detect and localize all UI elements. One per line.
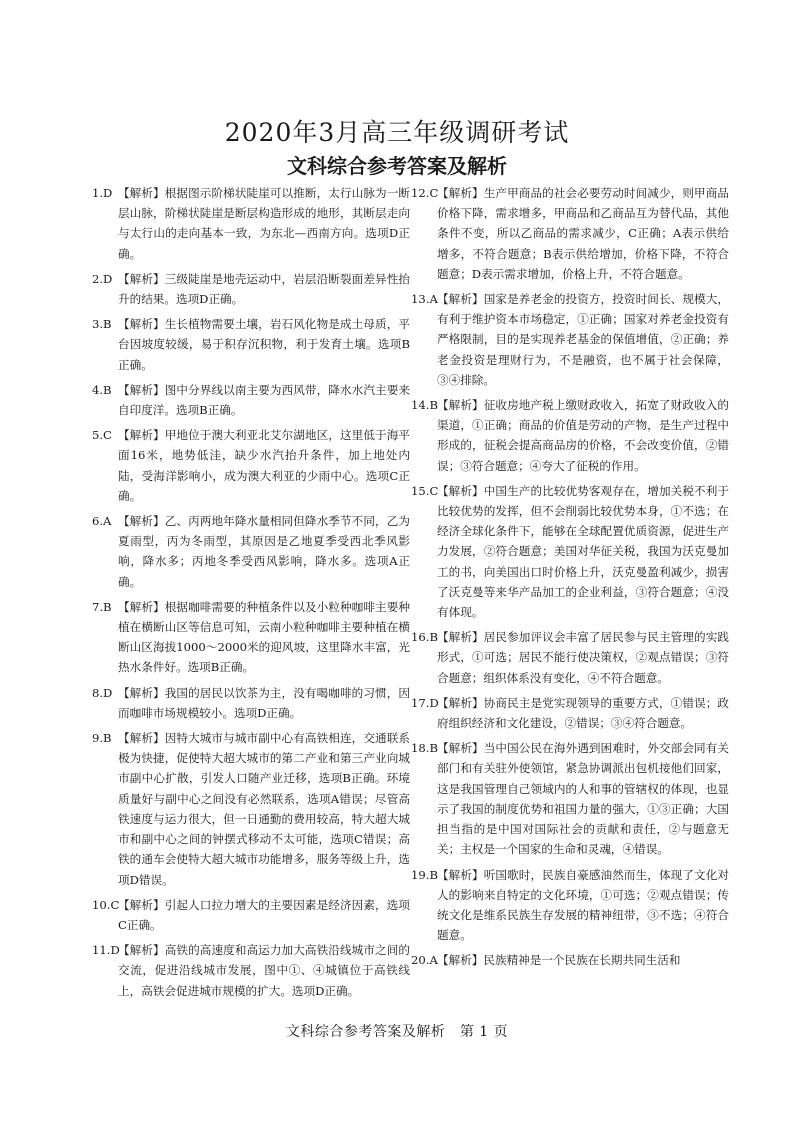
answer-item <box>411 738 729 859</box>
analysis-tag: 【解析】 <box>118 271 165 286</box>
answer-number: 13.A <box>411 292 438 307</box>
analysis-text: 当中国公民在海外遇到困难时，外交部会同有关部门和有关驻外使领馆，紧急协调派出包机接他们回家，这是我国管理自己领域内的人和事的管辖权的体现，也显示了我国的制度优势和祖国力量的强大，①③正确；大国担当指的是中国对国际社会的贡献和责任，②与题意无关；主权是一个国家的生命和灵魂，④错误。 <box>437 741 729 857</box>
answer-number: 15.C <box>411 483 439 498</box>
answer-item <box>411 481 729 622</box>
answer-number: 14.B <box>411 398 438 413</box>
analysis-tag: 【解析】 <box>118 428 165 443</box>
analysis-tag: 【解析】 <box>437 398 484 413</box>
analysis-tag: 【解析】 <box>118 943 165 958</box>
analysis-tag: 【解析】 <box>118 514 165 529</box>
analysis-tag: 【解析】 <box>437 741 484 756</box>
answer-item <box>92 380 410 420</box>
answer-number: 12.C <box>411 186 439 200</box>
analysis-tag: 【解析】 <box>437 953 484 968</box>
answer-number: 20.A <box>411 953 438 968</box>
answer-number: 4.B <box>92 382 112 397</box>
analysis-text: 三级陡崖是地壳运动中，岩层沿断裂面差异性抬升的结果。选项D正确。 <box>118 271 410 307</box>
analysis-text: 国家是养老金的投资方，投资时间长、规模大，有利于维护资本市场稳定，①正确；国家对养老金投资有严格限制，目的是实现养老基金的保值增值，②正确；养老金投资是理财行为，不是融资，也不属于社会保障，③④排除。 <box>437 292 729 387</box>
analysis-tag: 【解析】 <box>118 186 165 200</box>
page-subtitle: 文科综合参考答案及解析 <box>287 154 507 178</box>
answer-item <box>411 950 729 970</box>
answer-number: 3.B <box>92 317 112 332</box>
analysis-text: 我国的居民以饮茶为主，没有喝咖啡的习惯，因而咖啡市场规模较小。选项D正确。 <box>118 685 410 720</box>
analysis-tag: 【解析】 <box>437 186 484 200</box>
analysis-tag: 【解析】 <box>118 317 165 332</box>
analysis-text: 征收房地产税上缴财政收入，拓宽了财政收入的渠道，①正确；商品的价值是劳动的产物，是生产过程中形成的，征税会提高商品房的价格，不会改变价值，②错误；③符合题意；④夸大了征税的作用。 <box>437 398 729 473</box>
analysis-text: 中国生产的比较优势客观存在，增加关税不利于比较优势的发挥，但不会削弱比较优势本身，①不选；在经济全球化条件下，能够在全球配置优质资源，促进生产力发展，②符合题意；美国对华征关税，我国为沃克曼加工的书，向美国出口时价格上升，沃克曼盈利减少，损害了沃克曼等来华产品加工的企业利益，③符合题意；④没有体现。 <box>437 483 729 620</box>
answer-number: 18.B <box>411 741 438 756</box>
answer-number: 10.C <box>92 897 120 912</box>
analysis-text: 生产甲商品的社会必要劳动时间减少，则甲商品价格下降，需求增多，甲商品和乙商品互为替代品，其他条件不变，所以乙商品的需求减少，C正确；A表示供给增多，不符合题意；B表示供给增加，价格下降，不符合题意；D表示需求增加，价格上升，不符合题意。 <box>437 186 729 281</box>
answer-number: 9.B <box>92 731 112 746</box>
answer-item <box>92 183 410 264</box>
answer-item <box>411 289 729 390</box>
analysis-text: 图中分界线以南主要为西风带，降水水汽主要来自印度洋。选项B正确。 <box>118 382 410 418</box>
answer-item <box>92 269 410 309</box>
analysis-text: 因特大城市与城市副中心有高铁相连，交通联系极为快捷，促使特大超大城市的第二产业和第三产业向城市副中心扩散，引发人口随产业迁移，选项B正确。环境质量好与副中心之间没有必然联系，选项A错误；尽管高铁速度与运力很大，但一日通勤的费用较高，特大超大城市和副中心之间的钟摆式移动不太可能，选项C错误；高铁的通车会使特大超大城市功能增多，服务等级上升，选项D错误。 <box>118 731 410 887</box>
analysis-tag: 【解析】 <box>118 897 165 912</box>
analysis-text: 居民参加评议会丰富了居民参与民主管理的实践形式，①可选；居民不能行使决策权，②观点错误；③符合题意；组织体系没有变化，④不符合题意。 <box>437 630 729 685</box>
answer-number: 5.C <box>92 428 112 443</box>
answer-number: 8.D <box>92 685 113 700</box>
answer-item <box>92 683 410 723</box>
answer-number: 2.D <box>92 271 113 286</box>
analysis-text: 甲地位于澳大利亚北艾尔湖地区，这里低于海平面16米，地势低洼，缺少水汽抬升条件，加上地处内陆，受海洋影响小，成为澳大利亚的少雨中心。选项C正确。 <box>118 428 410 503</box>
page-title: 2020年3月高三年级调研考试 <box>224 118 570 147</box>
analysis-text: 民族精神是一个民族在长期共同生活和 <box>483 953 681 968</box>
analysis-tag: 【解析】 <box>437 695 484 710</box>
answer-number: 19.B <box>411 867 438 882</box>
answer-number: 11.D <box>92 943 120 958</box>
answer-item <box>411 395 729 476</box>
analysis-text: 高铁的高速度和高运力加大高铁沿线城市之间的交流，促进沿线城市发展，图中①、④城镇位于高铁线上，高铁会促进城市规模的扩大。选项D正确。 <box>118 943 410 998</box>
answer-item <box>92 728 410 890</box>
analysis-text: 生长植物需要土壤，岩石风化物是成土母质，平台因坡度较缓，易于积存沉积物，利于发育土壤。选项B正确。 <box>118 317 410 372</box>
analysis-tag: 【解析】 <box>118 382 165 397</box>
analysis-text: 协商民主是党实现领导的重要方式，①错误；政府组织经济和文化建设，②错误；③④符合题意。 <box>437 695 729 731</box>
analysis-tag: 【解析】 <box>118 599 165 614</box>
answer-column-right <box>411 183 729 976</box>
analysis-tag: 【解析】 <box>437 483 484 498</box>
answer-number: 6.A <box>92 514 112 529</box>
answer-item <box>92 597 410 678</box>
answer-number: 7.B <box>92 599 112 614</box>
answer-item <box>411 183 729 284</box>
analysis-text: 引起人口拉力增大的主要因素是经济因素，选项C正确。 <box>118 897 410 932</box>
answer-item <box>92 940 410 1001</box>
analysis-tag: 【解析】 <box>118 685 165 700</box>
answer-number: 17.D <box>411 695 439 710</box>
answer-item <box>411 865 729 946</box>
answer-number: 16.B <box>411 630 438 645</box>
analysis-text: 听国歌时，民族自豪感油然而生，体现了文化对人的影响来自特定的文化环境，①可选；②观点错误；传统文化是维系民族生存发展的精神纽带，③不选；④符合题意。 <box>437 867 729 943</box>
analysis-tag: 【解析】 <box>437 630 484 645</box>
analysis-tag: 【解析】 <box>118 731 165 746</box>
answer-column-left <box>92 183 410 1006</box>
answer-number: 1.D <box>92 186 113 200</box>
page-footer: 文科综合参考答案及解析 第 1 页 <box>285 1024 509 1040</box>
answer-item <box>411 627 729 688</box>
analysis-text: 根据咖啡需要的种植条件以及小粒种咖啡主要种植在横断山区等信息可知，云南小粒种咖啡主要种植在横断山区海拔1000～2000米的迎风坡，这里降水丰富，光热水条件好。选项B正确。 <box>118 599 410 675</box>
answer-item <box>92 314 410 375</box>
analysis-text: 乙、丙两地年降水量相同但降水季节不同，乙为夏雨型，丙为冬雨型，其原因是乙地夏季受西北季风影响，降水多；丙地冬季受西风影响，降水多。选项A正确。 <box>118 514 410 589</box>
answer-item <box>92 895 410 935</box>
answer-item <box>92 425 410 506</box>
analysis-text: 根据图示阶梯状陡崖可以推断，太行山脉为一断层山脉，阶梯状陡崖是断层构造形成的地形，其断层走向与太行山的走向基本一致，为东北—西南方向。选项D正确。 <box>118 186 410 261</box>
analysis-tag: 【解析】 <box>437 292 484 307</box>
analysis-tag: 【解析】 <box>437 867 484 882</box>
answer-item <box>92 511 410 592</box>
answer-item <box>411 693 729 733</box>
